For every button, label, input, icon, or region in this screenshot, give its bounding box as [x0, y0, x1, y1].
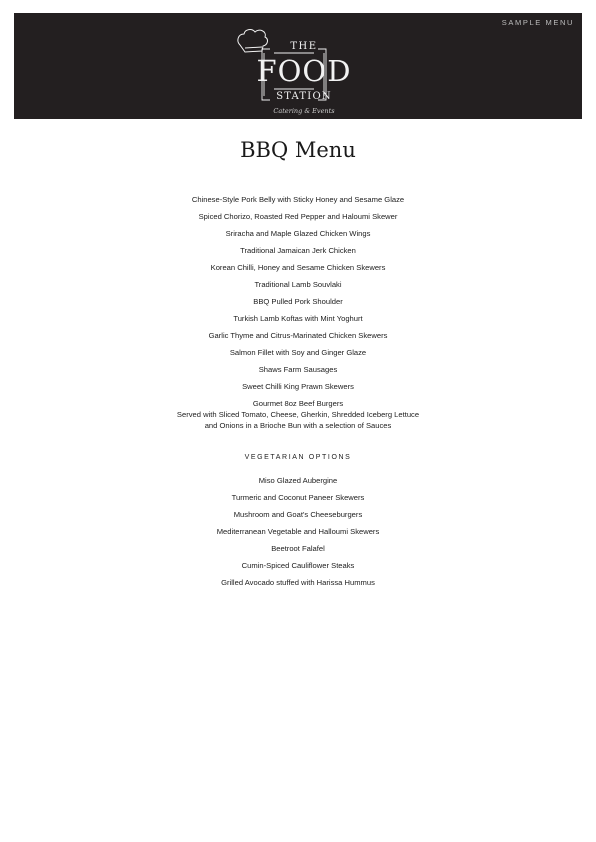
menu-item: Shaws Farm Sausages — [258, 365, 338, 374]
menu-item: Traditional Lamb Souvlaki — [254, 280, 342, 289]
page-title: BBQ Menu — [240, 138, 356, 162]
menu-item: Spiced Chorizo, Roasted Red Pepper and Haloumi Skewer — [198, 212, 398, 221]
burger-item-title: Gourmet 8oz Beef Burgers — [252, 399, 344, 408]
menu-item: Garlic Thyme and Citrus-Marinated Chicken Skewers — [208, 331, 388, 340]
menu-item: Chinese-Style Pork Belly with Sticky Honey and Sesame Glaze — [191, 195, 405, 204]
logo-tagline: Catering & Events — [273, 107, 335, 115]
burger-menu-item — [0, 398, 596, 431]
vegetarian-menu-list — [0, 475, 596, 594]
vegetarian-menu-item: Turmeric and Coconut Paneer Skewers — [231, 493, 365, 502]
menu-item: Traditional Jamaican Jerk Chicken — [240, 246, 356, 255]
logo-the-text: THE — [290, 41, 318, 52]
food-station-logo — [234, 23, 354, 115]
menu-item: Salmon Fillet with Soy and Ginger Glaze — [229, 348, 367, 357]
menu-item: Sriracha and Maple Glazed Chicken Wings — [225, 229, 371, 238]
vegetarian-section-heading: VEGETARIAN OPTIONS — [244, 454, 352, 461]
menu-item: Sweet Chilli King Prawn Skewers — [242, 382, 354, 391]
sample-menu-label: SAMPLE MENU — [501, 18, 574, 27]
vegetarian-menu-item: Mushroom and Goat's Cheeseburgers — [233, 510, 363, 519]
menu-item: Korean Chilli, Honey and Sesame Chicken Skewers — [210, 263, 386, 272]
burger-item-description: Served with Sliced Tomato, Cheese, Gherkin, Shredded Iceberg Lettuce — [176, 410, 420, 419]
vegetarian-menu-item: Mediterranean Vegetable and Halloumi Skewers — [216, 527, 380, 536]
vegetarian-menu-item: Grilled Avocado stuffed with Harissa Hummus — [221, 578, 375, 587]
bbq-menu-list — [0, 194, 596, 431]
vegetarian-menu-item: Cumin-Spiced Cauliflower Steaks — [241, 561, 355, 570]
burger-item-description: and Onions in a Brioche Bun with a selection of Sauces — [204, 421, 392, 430]
menu-item: BBQ Pulled Pork Shoulder — [253, 297, 343, 306]
header-banner — [14, 13, 582, 119]
vegetarian-menu-item: Beetroot Falafel — [271, 544, 325, 553]
vegetarian-menu-item: Miso Glazed Aubergine — [258, 476, 338, 485]
menu-item: Turkish Lamb Koftas with Mint Yoghurt — [233, 314, 363, 323]
logo-food-text: FOOD — [256, 54, 352, 88]
logo-station-text: STATION — [276, 91, 332, 102]
